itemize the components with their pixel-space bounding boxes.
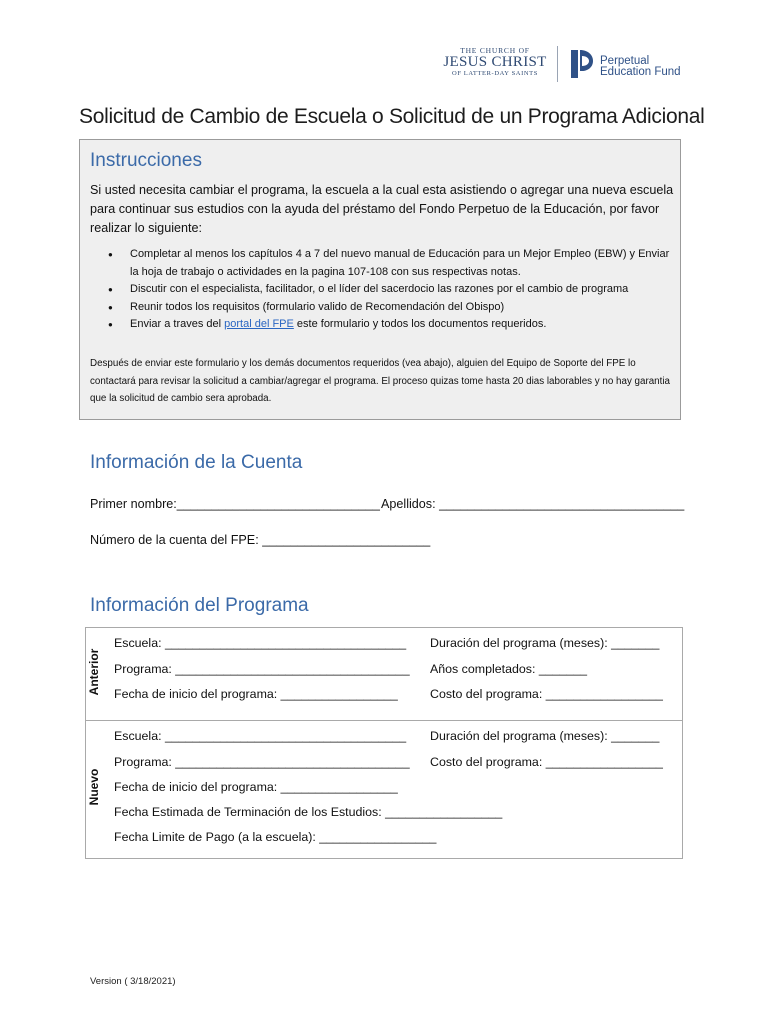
new-estimated-end-field[interactable]: Fecha Estimada de Terminación de los Estudios: _________________	[114, 805, 503, 819]
document-title: Solicitud de Cambio de Escuela o Solicitud de un Programa Adicional	[79, 105, 705, 128]
logo-divider	[557, 46, 558, 82]
instructions-list	[106, 246, 676, 334]
church-logo	[438, 46, 552, 78]
previous-school-field[interactable]: Escuela: ___________________________________	[114, 636, 407, 650]
pef-logo-icon	[569, 48, 595, 80]
account-heading: Información de la Cuenta	[90, 452, 303, 473]
program-heading: Información del Programa	[90, 595, 309, 616]
instruction-item: ● Discutir con el especialista, facilitador, o el líder del sacerdocio las razones por el cambio de programa	[106, 281, 676, 299]
instruction-item-text: este formulario y todos los documentos requeridos.	[293, 318, 547, 330]
new-cost-field[interactable]: Costo del programa: _________________	[430, 755, 663, 769]
previous-row-label: Anterior	[87, 648, 101, 696]
instruction-item-text: Enviar a traves del	[130, 318, 225, 330]
pef-logo-text	[600, 56, 681, 78]
first-name-field[interactable]: Primer nombre:_____________________________	[90, 497, 380, 511]
last-name-field[interactable]: Apellidos: ___________________________________	[381, 497, 685, 511]
church-logo-line1: THE CHURCH OF	[460, 46, 530, 55]
previous-start-date-field[interactable]: Fecha de inicio del programa: _________________	[114, 687, 398, 701]
previous-duration-field[interactable]: Duración del programa (meses): _______	[430, 636, 660, 650]
instruction-item	[106, 316, 676, 334]
pef-logo-line2: Education Fund	[600, 66, 681, 78]
new-row-label: Nuevo	[87, 768, 101, 806]
program-table-divider	[85, 720, 683, 721]
pef-logo-line1: Perpetual	[600, 55, 650, 67]
previous-years-completed-field[interactable]: Años completados: _______	[430, 662, 588, 676]
church-logo-line3: OF LATTER-DAY SAINTS	[452, 70, 538, 77]
account-number-field[interactable]: Número de la cuenta del FPE: ________________________	[90, 533, 431, 547]
new-school-field[interactable]: Escuela: ___________________________________	[114, 729, 407, 743]
instructions-intro: Si usted necesita cambiar el programa, la escuela a la cual esta asistiendo o agregar una nueva escuela para continuar sus estudios con la ayuda del préstamo del Fondo Perpetuo de la Educación, por favor realizar lo siguiente:	[90, 183, 674, 235]
new-duration-field[interactable]: Duración del programa (meses): _______	[430, 729, 660, 743]
instruction-item: ● Reunir todos los requisitos (formulario valido de Recomendación del Obispo)	[106, 299, 676, 317]
previous-program-field[interactable]: Programa: __________________________________	[114, 662, 410, 676]
church-logo-line2: JESUS CHRIST	[443, 54, 547, 70]
new-program-field[interactable]: Programa: __________________________________	[114, 755, 410, 769]
instructions-note: Después de enviar este formulario y los demás documentos requeridos (vea abajo), alguien del Equipo de Soporte del FPE lo contactará para revisar la solicitud a cambiar/agregar el programa. El proceso quizas tome hasta 20 dias laborables y no hay garantia que la solicitud de cambio sera aprobada.	[90, 358, 670, 404]
instruction-item: ● Completar al menos los capítulos 4 a 7 del nuevo manual de Educación para un Mejor Empleo (EBW) y Enviar la hoja de trabajo o actividades en la pagina 107-108 con sus respectivas notas.	[106, 246, 676, 281]
instructions-heading: Instrucciones	[90, 150, 202, 171]
fpe-portal-link[interactable]: portal del FPE	[224, 318, 294, 330]
version-label: Version ( 3/18/2021)	[90, 976, 176, 987]
new-start-date-field[interactable]: Fecha de inicio del programa: _________________	[114, 780, 398, 794]
previous-cost-field[interactable]: Costo del programa: _________________	[430, 687, 663, 701]
new-payment-deadline-field[interactable]: Fecha Limite de Pago (a la escuela): _________________	[114, 830, 437, 844]
